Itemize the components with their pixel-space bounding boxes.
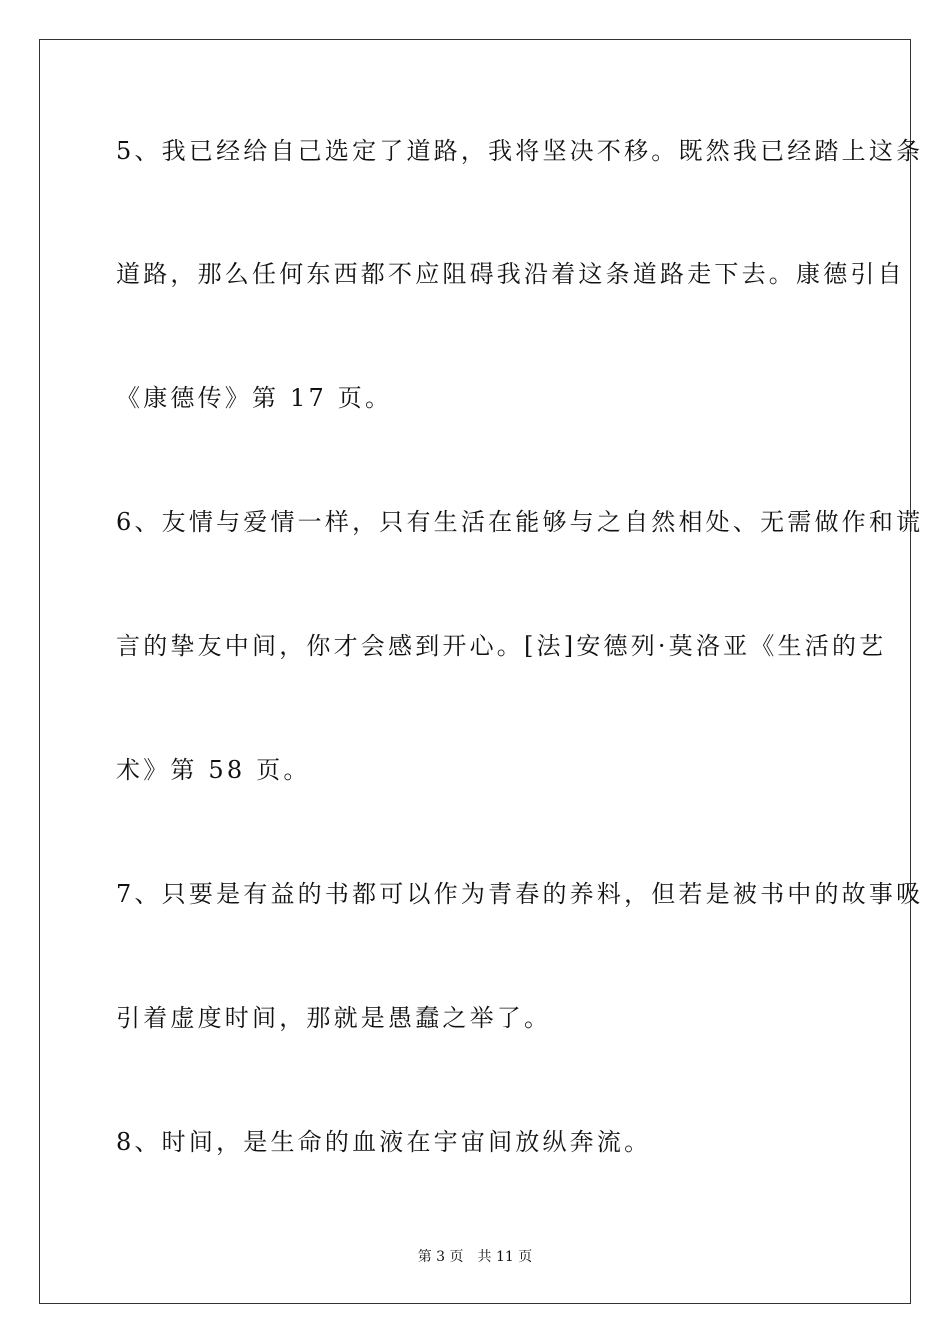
text-line: 6、友情与爱情一样，只有生活在能够与之自然相处、无需做作和谎 xyxy=(116,508,924,536)
page-number: 第 3 页 xyxy=(417,1249,464,1265)
page-frame xyxy=(39,39,911,1304)
page-total: 共 11 页 xyxy=(477,1249,533,1265)
page-footer xyxy=(0,1246,950,1266)
text-line: 术》第 58 页。 xyxy=(116,756,311,784)
text-line: 《康德传》第 17 页。 xyxy=(116,384,393,412)
text-line: 7、只要是有益的书都可以作为青春的养料，但若是被书中的故事吸 xyxy=(116,880,924,908)
text-line: 道路，那么任何东西都不应阻碍我沿着这条道路走下去。康德引自 xyxy=(116,260,905,288)
text-line: 言的挚友中间，你才会感到开心。[法]安德列·莫洛亚《生活的艺 xyxy=(116,632,887,660)
text-line: 5、我已经给自己选定了道路，我将坚决不移。既然我已经踏上这条 xyxy=(116,137,924,165)
text-line: 引着虚度时间，那就是愚蠢之举了。 xyxy=(116,1004,552,1032)
text-line: 8、时间，是生命的血液在宇宙间放纵奔流。 xyxy=(116,1128,652,1156)
